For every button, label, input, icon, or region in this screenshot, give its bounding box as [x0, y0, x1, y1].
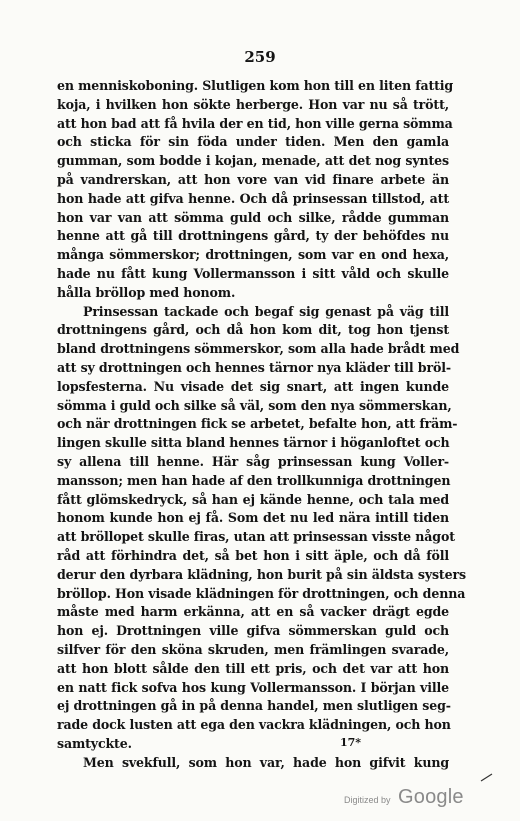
text-line: honom kunde hon ej få. Som det nu led nära intill tiden	[57, 510, 449, 526]
text-line: fått glömskedryck, så han ej kände henne, och tala med	[57, 491, 449, 507]
text-line: hon ej. Drottningen ville gifva sömmerskan guld och	[57, 623, 449, 639]
text-line: på vandrerskan, att hon vore van vid finare arbete än	[57, 171, 449, 187]
text-line: drottningens gård, och då hon kom dit, tog hon tjenst	[57, 322, 449, 338]
body-text	[57, 77, 466, 772]
text-line: bland drottningens sömmerskor, som alla hade brådt med	[57, 341, 460, 357]
page-number: 259	[244, 48, 276, 66]
sheet-signature: 17*	[340, 736, 362, 749]
text-line: måste med harm erkänna, att en så vacker drägt egde	[57, 604, 449, 620]
text-line: koja, i hvilken hon sökte herberge. Hon var nu så trött,	[57, 96, 449, 112]
text-line: silfver för den sköna skruden, men främlingen svarade,	[57, 641, 449, 657]
text-line: hon var van att sömma guld och silke, rådde gumman	[57, 209, 449, 225]
text-line: att sy drottningen och hennes tärnor nya kläder till bröl-	[57, 359, 451, 375]
text-line: många sömmerskor; drottningen, som var en ond hexa,	[57, 247, 449, 263]
text-line: hade nu fått kung Vollermansson i sitt våld och skulle	[57, 265, 449, 281]
text-line: en menniskoboning. Slutligen kom hon till en liten fattig	[57, 78, 454, 93]
text-line: bröllop. Hon visade klädningen för drottningen, och denna	[57, 585, 466, 601]
text-line: henne att gå till drottningens gård, ty der behöfdes nu	[57, 228, 449, 244]
text-line: lopsfesterna. Nu visade det sig snart, att ingen kunde	[57, 378, 449, 394]
text-line: råd att förhindra det, så bet hon i sitt äple, och då föll	[57, 547, 449, 563]
text-line: sy allena till henne. Här såg prinsessan kung Voller-	[57, 453, 449, 469]
text-line: och sticka för sin föda under tiden. Men den gamla	[57, 134, 449, 150]
text-line: mansson; men han hade af den trollkunniga drottningen	[57, 472, 451, 488]
text-line: samtyckte.	[57, 735, 132, 751]
pencil-mark-icon	[480, 772, 494, 782]
text-line: hålla bröllop med honom.	[57, 284, 236, 300]
text-line: sömma i guld och silke så väl, som den nya sömmerskan,	[57, 397, 452, 413]
text-line: lingen skulle sitta bland hennes tärnor i höganloftet och	[57, 435, 450, 451]
google-logo: Google	[397, 786, 464, 808]
text-line: en natt fick sofva hos kung Vollermansson. I början ville	[57, 679, 449, 695]
text-line: ej drottningen gå in på denna handel, men slutligen seg-	[57, 698, 451, 714]
text-line: gumman, som bodde i kojan, menade, att det nog syntes	[57, 153, 449, 169]
text-line: att bröllopet skulle firas, utan att prinsessan visste något	[57, 529, 455, 545]
digitized-by-watermark	[344, 786, 464, 809]
text-line: derur den dyrbara klädning, hon burit på sin äldsta systers	[57, 566, 466, 582]
digitized-label: Digitized by	[344, 795, 391, 805]
text-line: Prinsessan tackade och begaf sig genast på väg till	[83, 303, 449, 319]
text-line: att hon blott sålde den till ett pris, och det var att hon	[57, 660, 449, 676]
text-line: Men svekfull, som hon var, hade hon gifvit kung	[83, 754, 449, 770]
text-line: rade dock lusten att ega den vackra klädningen, och hon	[57, 717, 451, 733]
text-line: att hon bad att få hvila der en tid, hon ville gerna sömma	[57, 115, 453, 131]
text-line: och när drottningen fick se arbetet, befalte hon, att främ-	[57, 416, 458, 432]
text-line: hon hade att gifva henne. Och då prinsessan tillstod, att	[57, 190, 449, 206]
